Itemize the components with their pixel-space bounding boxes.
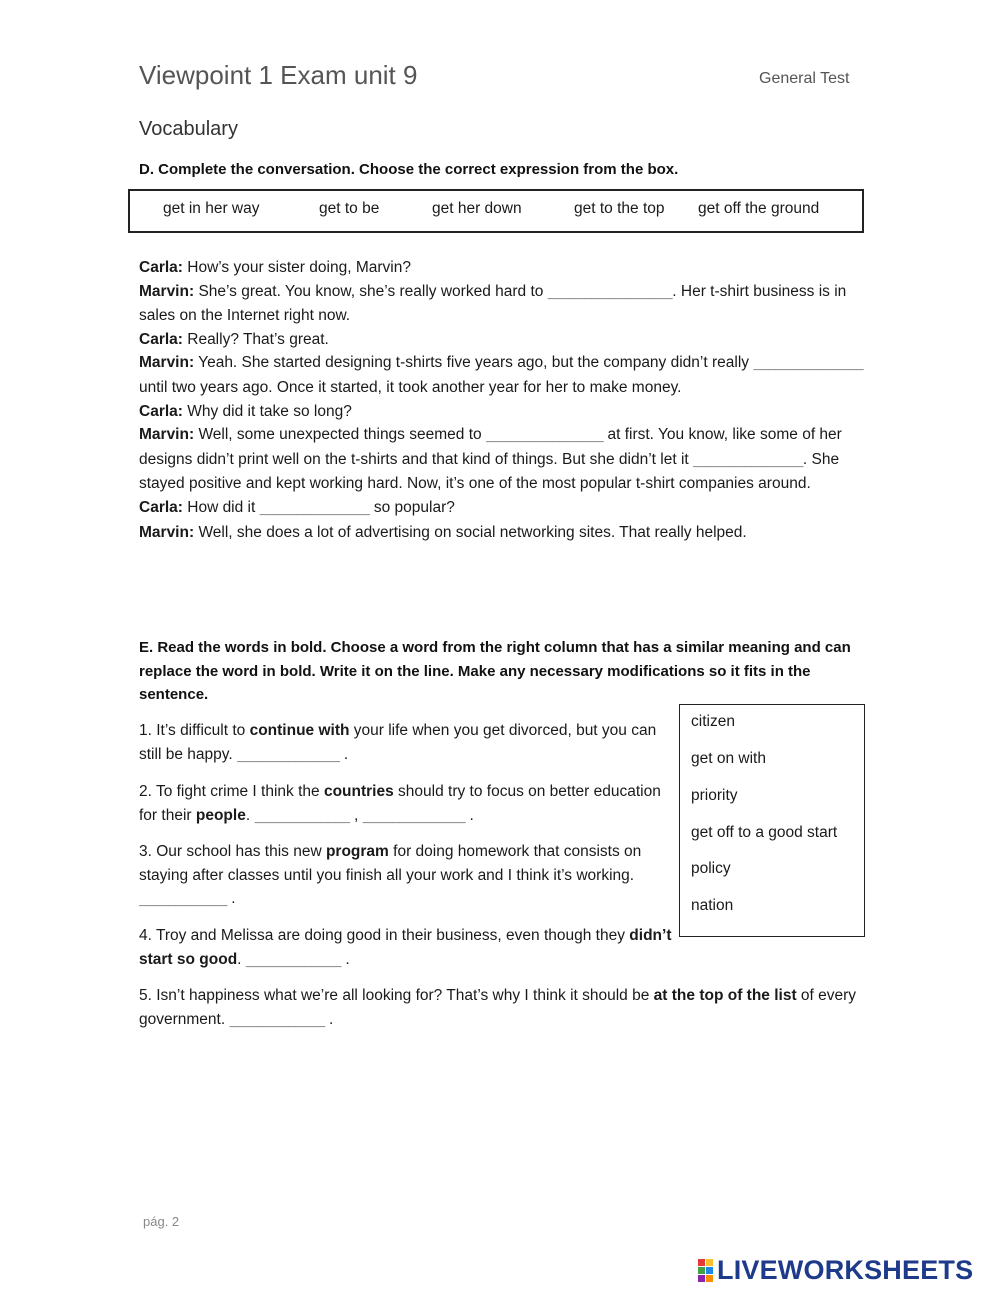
word-option: nation — [691, 897, 734, 914]
word-option: get on with — [691, 750, 766, 767]
expression-box — [128, 189, 864, 233]
dialogue-line: Marvin: Yeah. She started designing t-shirts five years ago, but the company didn’t really _______________ until two years ago. Once it started, it took another year for her to make money. — [139, 354, 864, 396]
bold-phrase: people — [195, 806, 246, 824]
expression-option: get to the top — [574, 200, 665, 217]
answer-blank[interactable]: ________________ — [485, 428, 604, 444]
dialogue-line: Carla: How did it _______________ so popular? — [139, 498, 455, 516]
word-option: citizen — [691, 713, 735, 730]
speaker: Carla: — [139, 330, 183, 348]
speaker: Marvin: — [139, 282, 195, 300]
section-heading: Vocabulary — [139, 118, 238, 140]
answer-blank[interactable]: _______________ — [753, 356, 864, 372]
answer-blank[interactable]: ______________ — [362, 808, 466, 824]
answer-blank[interactable]: _______________ — [693, 452, 803, 468]
word-option: get off to a good start — [691, 824, 838, 841]
speaker: Carla: — [139, 498, 183, 516]
dialogue-line: Marvin: She’s great. You know, she’s really worked hard to _________________. Her t-shirt business is in sales on the Internet right now. — [139, 282, 847, 325]
speaker: Marvin: — [139, 523, 195, 541]
answer-blank[interactable]: _____________ — [254, 808, 350, 824]
speaker: Marvin: — [139, 426, 195, 444]
bold-phrase: continue with — [249, 722, 350, 739]
document-subtitle: General Test — [759, 70, 850, 87]
word-option: policy — [691, 860, 731, 877]
question-2: 2. To fight crime I think the countries should try to focus on better education for their people. _____________ , ______________ . — [139, 783, 661, 824]
answer-blank[interactable]: ____________ — [139, 892, 227, 908]
page-number: pág. 2 — [143, 1214, 180, 1229]
answer-blank[interactable]: ______________ — [236, 747, 340, 763]
bold-phrase: countries — [323, 783, 394, 800]
speaker: Carla: — [139, 402, 183, 420]
question-5: 5. Isn’t happiness what we’re all looking for? That’s why I think it should be at the top of the list of every government. _____________ . — [139, 987, 857, 1028]
question-4: 4. Troy and Melissa are doing good in their business, even though they didn’t start so good. _____________ . — [139, 927, 672, 968]
answer-blank[interactable]: _____________ — [245, 952, 342, 968]
answer-blank[interactable]: _________________ — [547, 284, 673, 300]
part-d-instruction: D. Complete the conversation. Choose the correct expression from the box. — [139, 161, 679, 178]
bold-phrase: program — [325, 843, 389, 860]
expression-option: get to be — [319, 200, 380, 217]
question-1: 1. It’s difficult to continue with your life when you get divorced, but you can still be happy. ______________ . — [139, 722, 657, 763]
question-3: 3. Our school has this new program for doing homework that consists on staying after classes until you finish all your work and I think it’s working. ____________ . — [139, 843, 642, 908]
expression-option: get her down — [432, 200, 522, 217]
word-column-box — [679, 704, 865, 937]
dialogue-line: Carla: How’s your sister doing, Marvin? — [139, 259, 411, 276]
part-e-instruction: E. Read the words in bold. Choose a word from the right column that has a similar meaning and can replace the word in bold. Write it on the line. Make any necessary modifications so it fits in the sentence. — [139, 639, 851, 703]
dialogue-line: Marvin: Well, some unexpected things seemed to ________________ at first. You know, like some of her designs didn’t print well on the t-shirts and that kind of things. But she didn’t let it _______________. She stayed positive and kept working hard. Now, it’s one of the most popular t-shirt companies around. — [139, 426, 842, 493]
liveworksheets-logo-icon — [698, 1259, 713, 1282]
expression-option: get off the ground — [698, 200, 820, 217]
bold-phrase: didn’t start so good — [139, 927, 672, 968]
dialogue-line: Marvin: Well, she does a lot of advertising on social networking sites. That really helped. — [139, 523, 747, 541]
brand-name: LIVEWORKSHEETS — [717, 1254, 974, 1285]
speaker: Marvin: — [139, 354, 195, 372]
bold-phrase: at the top of the list — [653, 987, 797, 1004]
conversation — [139, 256, 864, 544]
liveworksheets-logo[interactable] — [698, 1256, 973, 1284]
document-title: Viewpoint 1 Exam unit 9 — [139, 60, 418, 90]
speaker: Carla: — [139, 259, 183, 276]
expression-option: get in her way — [163, 200, 260, 217]
word-option: priority — [691, 787, 738, 804]
dialogue-line: Carla: Why did it take so long? — [139, 402, 352, 420]
answer-blank[interactable]: _____________ — [229, 1012, 325, 1028]
dialogue-line: Carla: Really? That’s great. — [139, 330, 329, 348]
answer-blank[interactable]: _______________ — [259, 500, 370, 516]
